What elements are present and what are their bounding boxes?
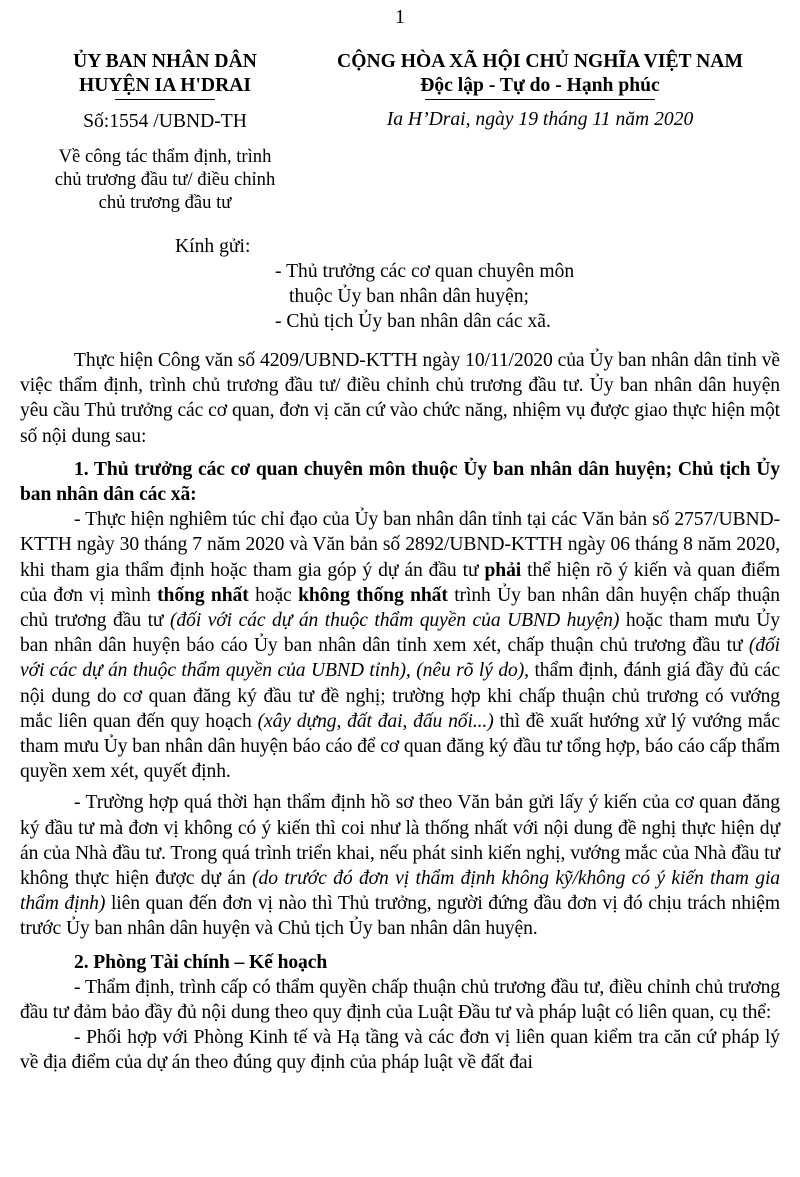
document-body <box>20 348 780 1076</box>
emphasis-text: thống nhất <box>157 584 249 606</box>
italic-text: (đối với các dự án thuộc thẩm quyền của UBND tỉnh), (nêu rõ lý do), <box>20 635 780 682</box>
text-run: hoặc tham mưu Ủy ban nhân dân huyện báo cáo Ủy ban nhân dân tỉnh xem xét, chấp thuận chủ trương đầu tư <box>20 610 780 657</box>
national-heading-block <box>300 50 780 132</box>
section-2-heading: 2. Phòng Tài chính – Kế hoạch <box>74 951 328 973</box>
salutation: Kính gửi: <box>175 236 251 257</box>
recipients-block <box>175 234 775 334</box>
subject-line: chủ trương đầu tư/ điều chỉnh <box>54 169 276 190</box>
text-run: thẩm định, đánh giá đầy đủ các nội dung do cơ quan đăng ký đầu tư đề nghị; trường hợp khi chấp thuận chủ trương có vướng mắc liên quan đến quy hoạch <box>20 660 780 732</box>
emphasis-text: không thống nhất <box>298 584 448 606</box>
issuing-authority-block <box>20 50 310 214</box>
recipient-text: thuộc Ủy ban nhân dân huyện; <box>289 286 529 307</box>
recipient-text: - Thủ trưởng các cơ quan chuyên môn <box>275 261 575 282</box>
italic-text: (đối với các dự án thuộc thẩm quyền của UBND huyện) <box>170 610 620 632</box>
text-run: hoặc <box>248 584 299 606</box>
text-run: liên quan đến đơn vị nào thì Thủ trưởng, người đứng đầu đơn vị đó chịu trách nhiệm trước Ủy ban nhân dân huyện và Chủ tịch Ủy ban nhân dân huyện. <box>20 893 780 940</box>
nation-title: CỘNG HÒA XÃ HỘI CHỦ NGHĨA VIỆT NAM <box>337 51 743 72</box>
section-2-paragraph-2: - Phối hợp với Phòng Kinh tế và Hạ tầng và các đơn vị liên quan kiểm tra căn cứ pháp lý về địa điểm của dự án theo đúng quy định của pháp luật về đất đai <box>20 1027 780 1074</box>
page-number: 1 <box>395 6 405 28</box>
italic-text: (xây dựng, đất đai, đấu nối...) <box>257 710 494 732</box>
document-number: Số:1554 /UBND-TH <box>83 111 247 132</box>
section-2-paragraph-1: - Thẩm định, trình cấp có thẩm quyền chấp thuận chủ trương đầu tư, điều chỉnh chủ trương đầu tư đảm bảo đầy đủ nội dung theo quy định của Luật Đầu tư và pháp luật có liên quan, cụ thể: <box>20 976 780 1024</box>
section-1-paragraph-1 <box>20 507 780 784</box>
text-run: - Thực hiện nghiêm túc chỉ đạo của Ủy ban nhân dân tỉnh tại các Văn bản số 2757/UBND-KTTH ngày 30 tháng 7 năm 2020 và Văn bản số 2892/UBND-KTTH ngày 06 tháng 8 năm 2020, khi tham gia thẩm định hoặc tham gia góp ý dự án đầu tư <box>20 509 780 581</box>
emphasis-text: phải <box>484 559 522 581</box>
authority-underline <box>115 99 215 100</box>
place-and-date: Ia H’Drai, ngày 19 tháng 11 năm 2020 <box>386 109 694 130</box>
text-run: thì đề xuất hướng xử lý vướng mắc tham mưu Ủy ban nhân dân huyện báo cáo để cơ quan đăng ký đầu tư tổng hợp, báo cáo cấp thẩm quyền xem xét, quyết định. <box>20 710 780 783</box>
authority-name: ỦY BAN NHÂN DÂN <box>73 51 257 72</box>
italic-text: (do trước đó đơn vị thẩm định không kỹ/không có ý kiến tham gia thẩm định) <box>20 868 780 915</box>
national-motto: Độc lập - Tự do - Hạnh phúc <box>420 75 660 96</box>
section-1-heading: 1. Thủ trưởng các cơ quan chuyên môn thuộc Ủy ban nhân dân huyện; Chủ tịch Ủy ban nhân dân các xã: <box>20 458 780 506</box>
motto-underline <box>425 99 655 100</box>
subject-line: chủ trương đầu tư <box>98 192 232 213</box>
text-run: - Trường hợp quá thời hạn thẩm định hồ sơ theo Văn bản gửi lấy ý kiến của cơ quan đăng ký đầu tư mà đơn vị không có ý kiến thì coi như là thống nhất với nội dung đề nghị thực hiện dự án của Nhà đầu tư. Trong quá trình triển khai, nếu phát sinh kiến nghị, vướng mắc của Nhà đầu tư không thực hiện được dự án <box>20 792 780 890</box>
authority-district: HUYỆN IA H'DRAI <box>78 75 251 96</box>
text-run: thể hiện rõ ý kiến và quan điểm của đơn vị mình <box>20 559 780 606</box>
document-subject <box>20 145 310 214</box>
intro-paragraph: Thực hiện Công văn số 4209/UBND-KTTH ngày 10/11/2020 của Ủy ban nhân dân tỉnh về việc thẩm định, trình chủ trương đầu tư/ điều chỉnh chủ trương đầu tư. Ủy ban nhân dân huyện yêu cầu Thủ trưởng các cơ quan, đơn vị căn cứ vào chức năng, nhiệm vụ được giao thực hiện một số nội dung sau: <box>20 350 780 447</box>
text-run: trình Ủy ban nhân dân huyện chấp thuận chủ trương đầu tư <box>20 584 780 632</box>
subject-line: Về công tác thẩm định, trình <box>58 146 272 167</box>
recipient-item: - Chủ tịch Ủy ban nhân dân các xã. <box>275 311 551 332</box>
recipient-item <box>175 259 775 309</box>
section-1-paragraph-2 <box>20 790 780 941</box>
